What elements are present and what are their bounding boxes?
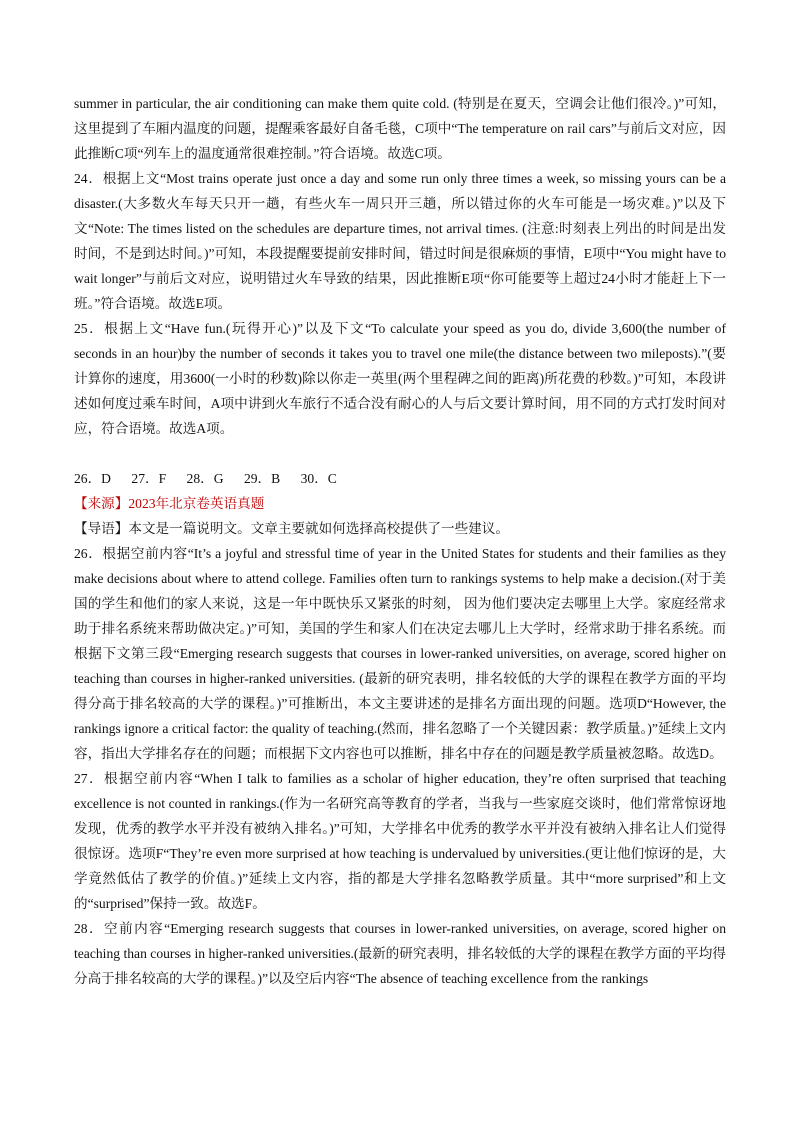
paragraph-25: 25．根据上文“Have fun.(玩得开心)”以及下文“To calculate your speed as you do, divide 3,600(the number of seconds in an hour)by the number of seconds it takes you to travel one mile(the distance between two mileposts).”(要计算你的速度，用3600(一小时的秒数)除以你走一英里(两个里程碑之间的距离)所花费的秒数。)”可知，本段讲述如何度过乘车时间，A项中讲到火车旅行不适合没有耐心的人与后文要计算时间，用不同的方式打发时间对应，符合语境。故选A项。 [74, 321, 726, 436]
blank-line [74, 441, 726, 466]
guide-text: 本文是一篇说明文。文章主要就如何选择高校提供了一些建议。 [128, 521, 509, 536]
paragraph-23-continued: summer in particular, the air conditioning can make them quite cold. (特别是在夏天，空调会让他们很冷。)”可知，这里提到了车厢内温度的问题，提醒乘客最好自备毛毯，C项中“The temperature on rail cars”与前后文对应，因此推断C项“列车上的温度通常很难控制。”符合语境。故选C项。 [74, 96, 726, 161]
paragraph-28: 28．空前内容“Emerging research suggests that courses in lower-ranked universities, on average, scored higher on teaching than courses in higher-ranked universities.(最新的研究表明，排名较低的大学的课程在教学方面的平均得分高于排名较高的大学的课程。)”以及空后内容“The absence of teaching excellence from the rankings [74, 921, 726, 986]
answer-27: 27．F [131, 471, 167, 486]
answer-28: 28．G [186, 471, 224, 486]
source-line [74, 491, 726, 516]
answer-key [74, 466, 726, 491]
paragraph-24: 24．根据上文“Most trains operate just once a day and some run only three times a week, so missing yours can be a disaster.(大多数火车每天只开一趟，有些火车一周只开三趟，所以错过你的火车可能是一场灾难。)”以及下文“Note: The times listed on the schedules are departure times, not arrival times. (注意:时刻表上列出的时间是出发时间，不是到达时间。)”可知，本段提醒要提前安排时间，错过时间是很麻烦的事情，E项中“You might have to wait longer”与前后文对应，说明错过火车导致的结果，因此推断E项“你可能要等上超过24小时才能赶上下一班。”符合语境。故选E项。 [74, 171, 726, 311]
guide-line [74, 516, 726, 541]
paragraph-26: 26．根据空前内容“It’s a joyful and stressful time of year in the United States for students and their families as they make decisions about where to attend college. Families often turn to rankings systems to help make a decision.(对于美国的学生和他们的家人来说，这是一年中既快乐又紧张的时刻， 因为他们要决定去哪里上大学。家庭经常求助于排名系统来帮助做决定。)”可知，美国的学生和家人们在决定去哪儿上大学时，经常求助于排名系统。而根据下文第三段“Emerging research suggests that courses in lower-ranked universities, on average, scored higher on teaching than courses in higher-ranked universities. (最新的研究表明，排名较低的大学的课程在教学方面的平均得分高于排名较高的大学的课程。)”可推断出，本文主要讲述的是排名方面出现的问题。选项D“However, the rankings ignore a critical factor: the quality of teaching.(然而，排名忽略了一个关键因素：教学质量。)”延续上文内容，指出大学排名存在的问题；而根据下文内容也可以推断，排名中存在的问题是教学质量被忽略。故选D。 [74, 546, 726, 761]
source-label: 【来源】 [74, 496, 129, 511]
answer-29: 29．B [243, 471, 281, 486]
answer-26: 26．D [74, 471, 112, 486]
answer-30: 30．C [300, 471, 337, 486]
document-body [74, 91, 726, 991]
paragraph-27: 27．根据空前内容“When I talk to families as a scholar of higher education, they’re often surprised that teaching excellence is not counted in rankings.(作为一名研究高等教育的学者，当我与一些家庭交谈时，他们常常惊讶地发现，优秀的教学水平并没有被纳入排名。)”可知，大学排名中优秀的教学水平并没有被纳入排名让人们觉得很惊讶。选项F“They’re even more surprised at how teaching is undervalued by universities.(更让他们惊讶的是，大学竟然低估了教学的价值。)”延续上文内容，指的都是大学排名忽略教学质量。其中“more surprised”和上文的“surprised”保持一致。故选F。 [74, 771, 726, 911]
guide-label: 【导语】 [74, 521, 129, 536]
source-text: 2023年北京卷英语真题 [128, 496, 265, 511]
